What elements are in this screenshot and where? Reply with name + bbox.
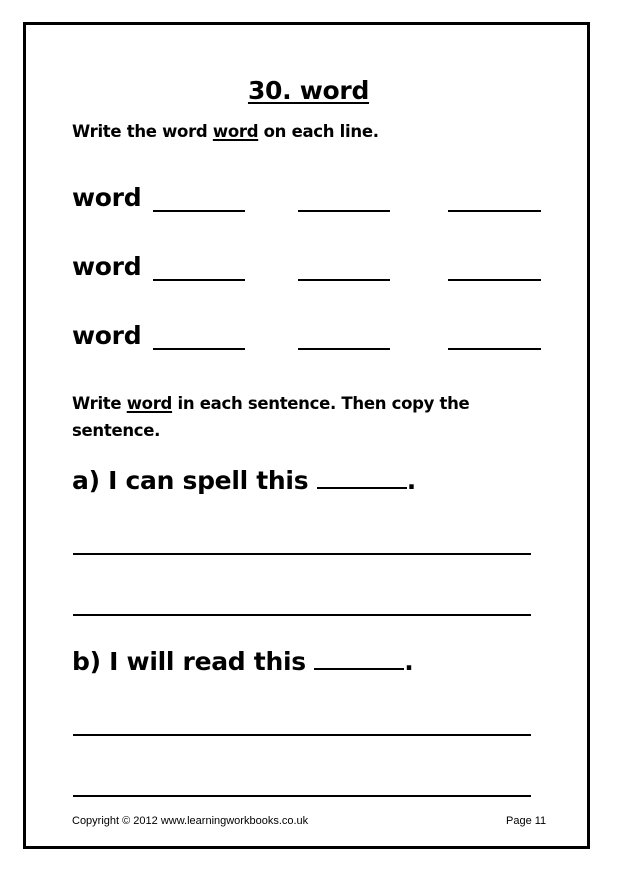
practice-word-label: word: [72, 183, 142, 212]
copy-line[interactable]: [73, 614, 531, 616]
footer-copyright: Copyright © 2012 www.learningworkbooks.co.uk: [72, 815, 309, 827]
practice-blank[interactable]: [298, 348, 390, 350]
sentence-b: b) I will read this .: [72, 647, 414, 676]
practice-blank[interactable]: [448, 348, 541, 350]
practice-blank[interactable]: [298, 210, 390, 212]
practice-blank[interactable]: [153, 279, 245, 281]
practice-blank[interactable]: [153, 348, 245, 350]
copy-line[interactable]: [73, 553, 531, 555]
practice-word-label: word: [72, 252, 142, 281]
sentence-blank[interactable]: [314, 648, 404, 670]
sentence-blank[interactable]: [317, 467, 407, 489]
page-title: 30. word: [247, 76, 370, 105]
copy-line[interactable]: [73, 795, 531, 797]
footer-page-number: Page 11: [506, 815, 547, 827]
instruction-write-word: Write the word word on each line.: [72, 122, 379, 141]
target-word: word: [212, 122, 259, 141]
practice-blank[interactable]: [448, 279, 541, 281]
practice-word-label: word: [72, 321, 142, 350]
instruction-sentences: Write word in each sentence. Then copy the sentence.: [72, 394, 470, 440]
practice-blank[interactable]: [153, 210, 245, 212]
target-word: word: [126, 394, 173, 413]
sentence-a: a) I can spell this .: [72, 466, 416, 495]
practice-blank[interactable]: [298, 279, 390, 281]
copy-line[interactable]: [73, 734, 531, 736]
practice-blank[interactable]: [448, 210, 541, 212]
